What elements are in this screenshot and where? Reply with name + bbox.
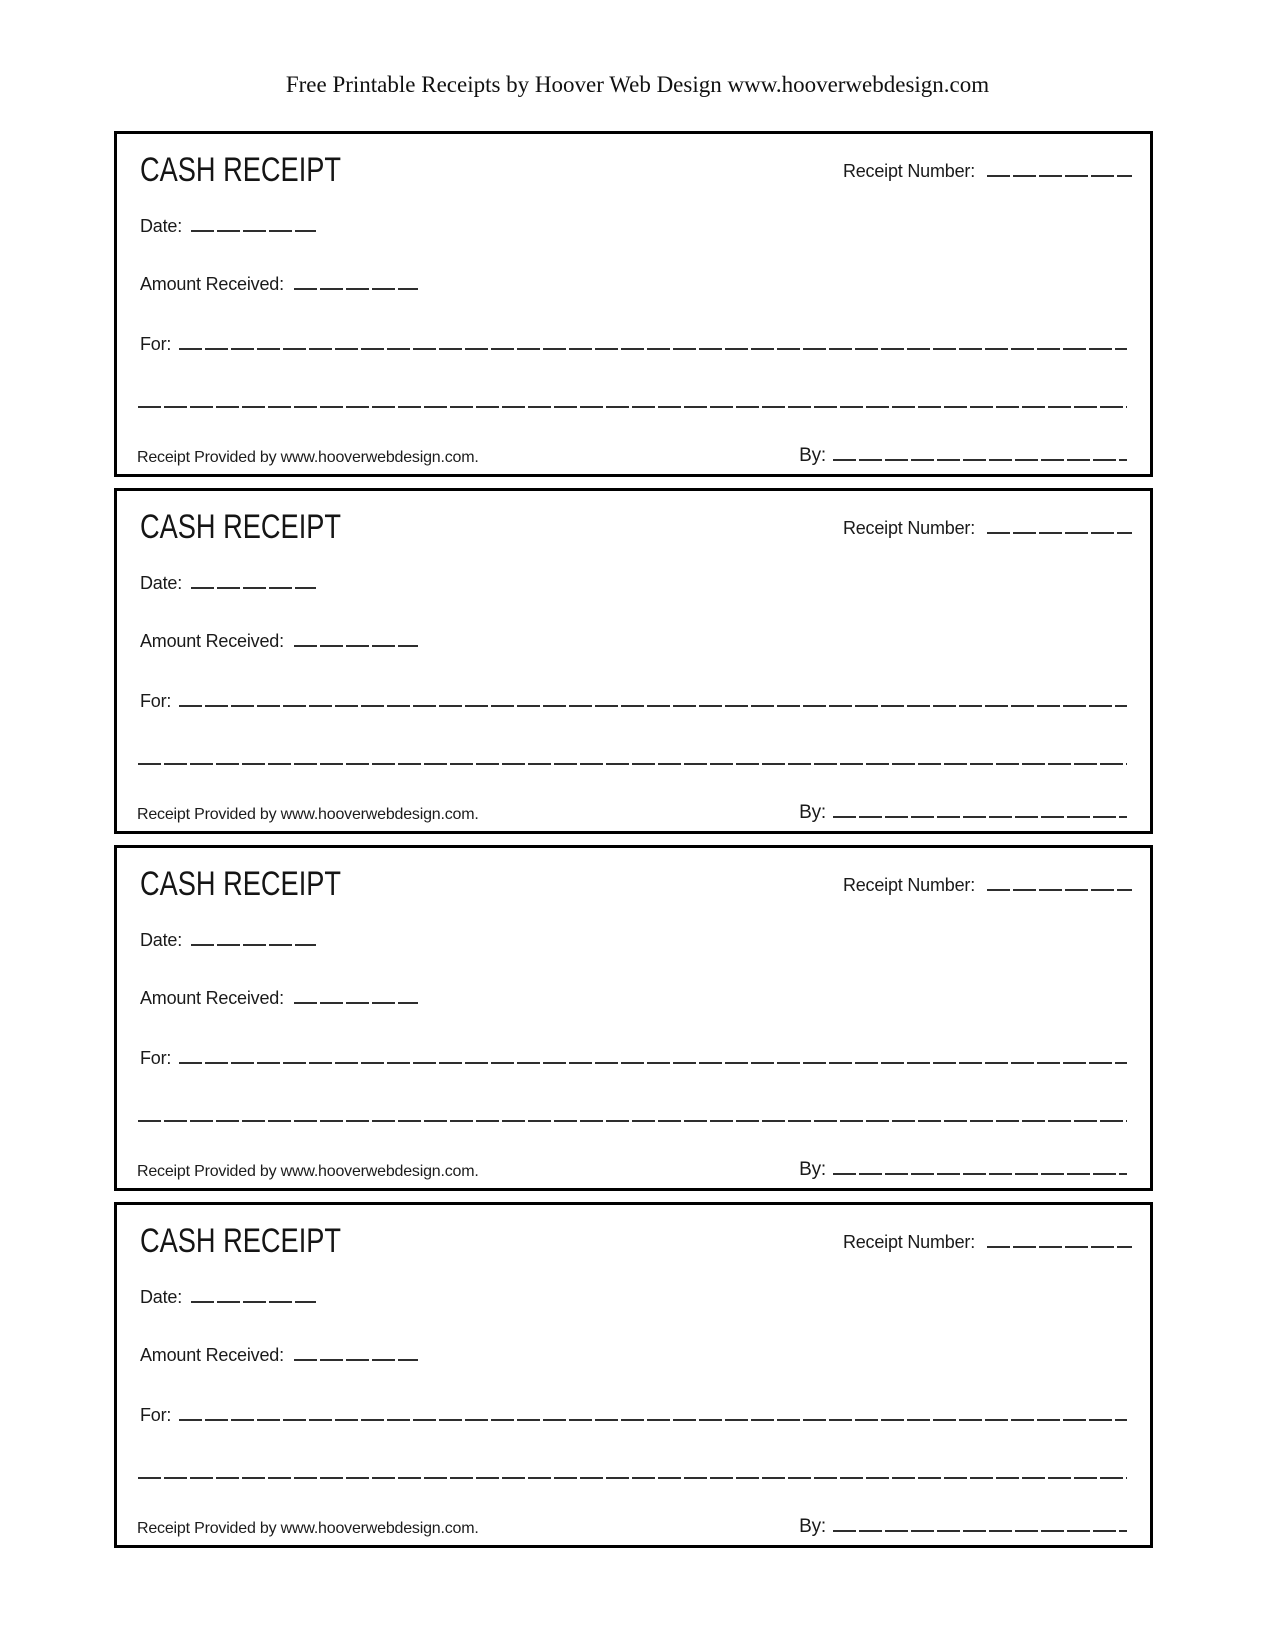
receipt-number-line [987,532,1132,534]
receipt-number-label: Receipt Number: [842,1232,975,1252]
date-line [191,944,316,946]
for-line [179,1062,1127,1064]
cash-receipt-2 [114,488,1153,834]
date-line [191,230,316,232]
for-field [140,1048,1127,1070]
receipt-title: CASH RECEIPT [140,508,342,546]
amount-received-field [140,1345,418,1367]
amount-received-label: Amount Received: [140,988,284,1008]
for-label: For: [140,334,172,354]
receipt-number-field [843,1232,1132,1254]
receipt-number-field [843,518,1132,540]
date-field [140,930,316,952]
amount-received-label: Amount Received: [140,631,284,651]
amount-received-label: Amount Received: [140,1345,284,1365]
amount-received-line [294,1359,418,1361]
receipt-title: CASH RECEIPT [140,1222,342,1260]
amount-received-line [294,288,418,290]
receipt-number-field [843,875,1132,897]
receipt-number-label: Receipt Number: [842,518,975,538]
receipt-number-field [843,161,1132,183]
by-label: By: [799,1516,826,1538]
by-field [799,445,1127,468]
receipt-number-line [987,175,1132,177]
by-label: By: [799,802,826,824]
date-field [140,216,316,238]
amount-received-field [140,988,418,1010]
receipt-number-line [987,889,1132,891]
date-label: Date: [140,930,183,950]
receipt-list [114,131,1153,1559]
by-line [833,1173,1127,1175]
date-label: Date: [140,1287,183,1307]
by-line [833,459,1127,461]
date-label: Date: [140,573,183,593]
receipt-title: CASH RECEIPT [140,865,342,903]
amount-received-line [294,645,418,647]
continuation-line [138,1477,1127,1479]
for-field [140,691,1127,713]
date-line [191,1301,316,1303]
amount-received-field [140,274,418,296]
for-line [179,348,1127,350]
provider-note: Receipt Provided by www.hooverwebdesign.com. [137,1163,479,1180]
page-header: Free Printable Receipts by Hoover Web Design www.hooverwebdesign.com [285,72,990,97]
provider-note: Receipt Provided by www.hooverwebdesign.com. [137,806,479,823]
by-line [833,1530,1127,1532]
for-label: For: [140,691,172,711]
amount-received-label: Amount Received: [140,274,284,294]
continuation-line [138,763,1127,765]
by-label: By: [799,445,826,467]
receipt-number-label: Receipt Number: [842,161,975,181]
by-line [833,816,1127,818]
by-label: By: [799,1159,826,1181]
by-field [799,1159,1127,1182]
receipt-number-label: Receipt Number: [842,875,975,895]
date-line [191,587,316,589]
for-field [140,334,1127,356]
for-label: For: [140,1405,172,1425]
for-line [179,1419,1127,1421]
date-field [140,1287,316,1309]
cash-receipt-4 [114,1202,1153,1548]
for-line [179,705,1127,707]
by-field [799,802,1127,825]
provider-note: Receipt Provided by www.hooverwebdesign.com. [137,449,479,466]
by-field [799,1516,1127,1539]
cash-receipt-1 [114,131,1153,477]
continuation-line [138,406,1127,408]
for-label: For: [140,1048,172,1068]
receipt-title: CASH RECEIPT [140,151,342,189]
cash-receipt-3 [114,845,1153,1191]
date-field [140,573,316,595]
provider-note: Receipt Provided by www.hooverwebdesign.com. [137,1520,479,1537]
date-label: Date: [140,216,183,236]
amount-received-line [294,1002,418,1004]
receipt-number-line [987,1246,1132,1248]
continuation-line [138,1120,1127,1122]
for-field [140,1405,1127,1427]
amount-received-field [140,631,418,653]
